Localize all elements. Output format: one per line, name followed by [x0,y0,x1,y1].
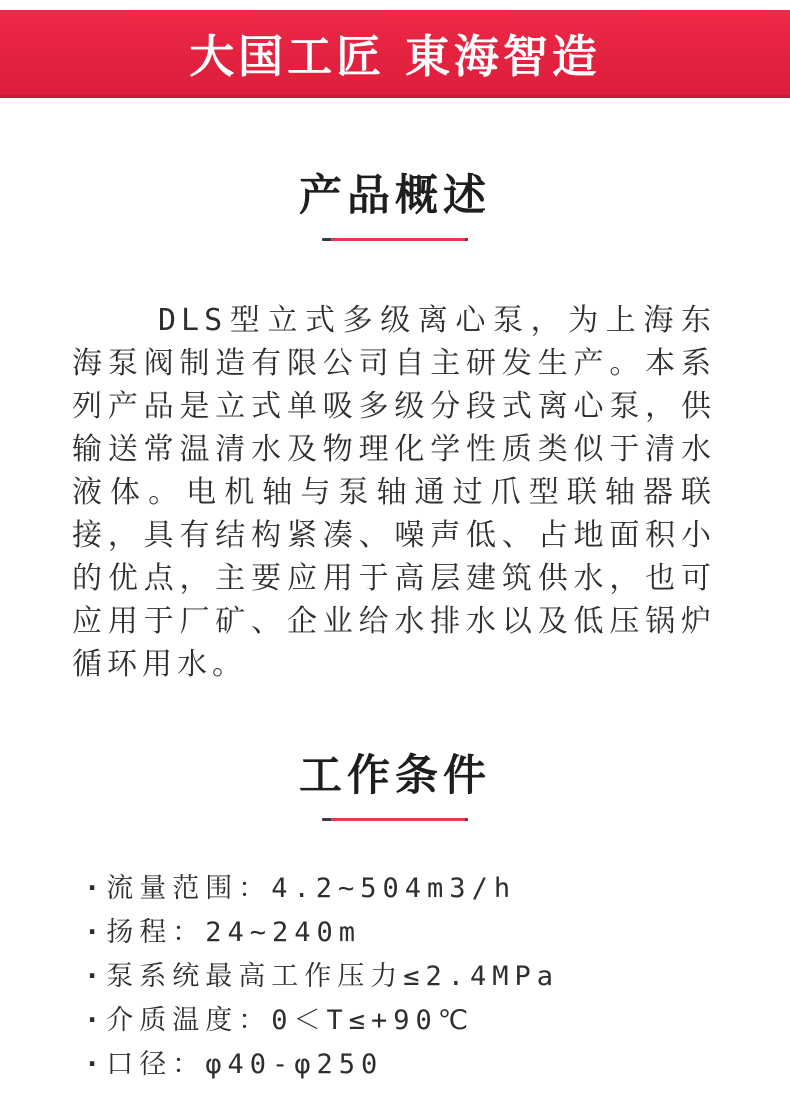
bullet-icon: · [84,961,101,992]
section-title-conditions: 工作条件 [299,751,491,801]
section-working-conditions [0,742,790,1087]
spec-text: 流量范围：4.2~504m3/h [106,873,517,904]
spec-text: 扬程：24~240m [106,917,362,948]
bullet-icon: · [84,1005,101,1036]
bullet-icon: · [84,917,101,948]
section-title-overview: 产品概述 [299,171,491,221]
spec-text: 口径：φ40-φ250 [106,1049,384,1080]
bullet-icon: · [84,1049,101,1080]
product-description-page [0,10,790,1119]
title-underline [322,238,468,241]
spec-item-diameter [84,1043,750,1087]
section-overview [0,162,790,686]
banner-title: 大国工匠 東海智造 [189,30,601,83]
spec-item-flow-range [84,867,750,911]
overview-paragraph: DLS型立式多级离心泵，为上海东海泵阀制造有限公司自主研发生产。本系列产品是立式单吸多级分段式离心泵，供输送常温清水及物理化学性质类似于清水液体。电机轴与泵轴通过爪型联轴器联接，具有结构紧凑、噪声低、占地面积小的优点，主要应用于高层建筑供水，也可应用于厂矿、企业给水排水以及低压锅炉循环用水。 [72,303,716,682]
spec-item-max-pressure [84,955,750,999]
spec-text: 泵系统最高工作压力≤2.4MPa [106,961,560,992]
bullet-icon: · [84,873,101,904]
spec-text: 介质温度：0＜T≤+90℃ [106,1005,475,1036]
spec-item-medium-temperature [84,999,750,1043]
spec-item-head [84,911,750,955]
top-banner [0,10,790,98]
title-underline [322,818,468,821]
spec-list [84,867,750,1087]
